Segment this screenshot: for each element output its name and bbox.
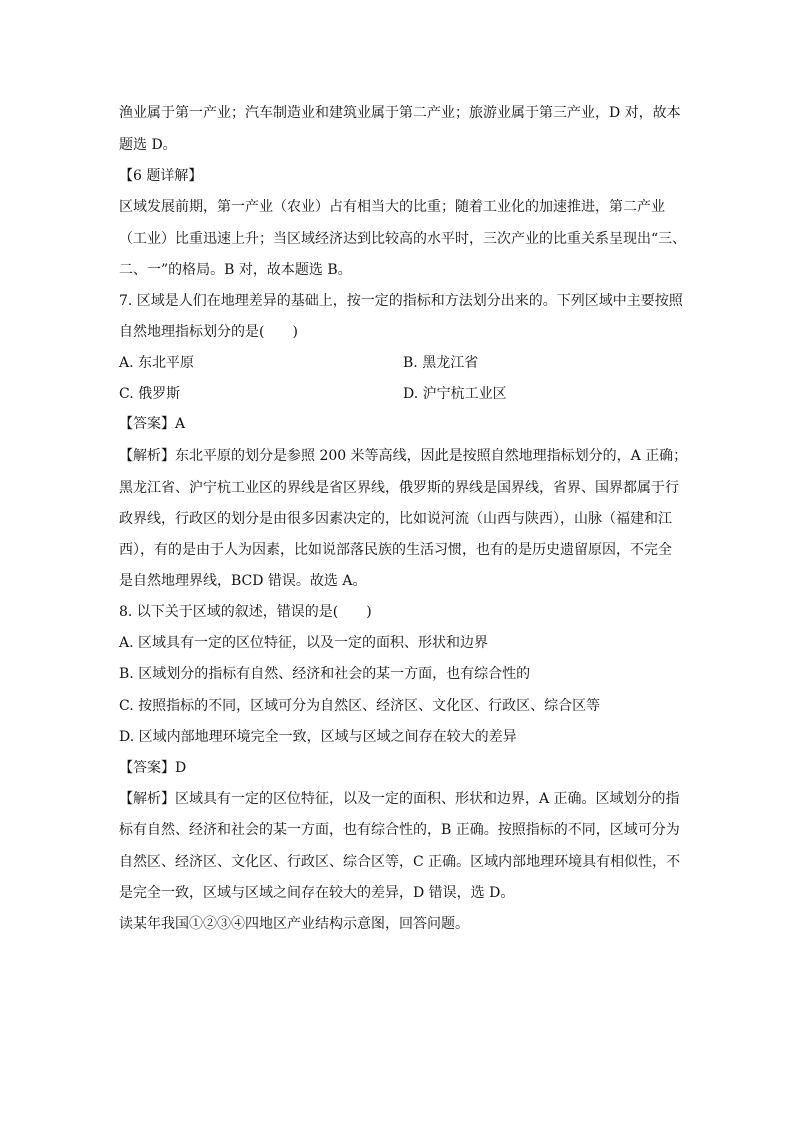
q7-analysis-line: 西），有的是由于人为因素，比如说部落民族的生活习惯，也有的是历史遗留原因，不完全 bbox=[119, 542, 672, 558]
section-heading: 【6 题详解】 bbox=[119, 168, 203, 184]
text-line: 渔业属于第一产业；汽车制造业和建筑业属于第二产业；旅游业属于第三产业，D 对，故本 bbox=[119, 105, 681, 121]
q7-analysis-line: 是自然地理界线，BCD 错误。故选 A。 bbox=[119, 573, 367, 589]
q7-analysis-line: 黑龙江省、沪宁杭工业区的界线是省区界线，俄罗斯的界线是国界线，省界、国界都属于行 bbox=[119, 480, 679, 496]
question-7-stem: 7. 区域是人们在地理差异的基础上，按一定的指标和方法划分出来的。下列区域中主要按照 bbox=[119, 293, 683, 309]
text-line: 题选 D。 bbox=[119, 137, 177, 153]
text-line: （工业）比重迅速上升；当区域经济达到比较高的水平时，三次产业的比重关系呈现出“三、 bbox=[119, 231, 687, 247]
q8-option-c: C. 按照指标的不同，区域可分为自然区、经济区、文化区、行政区、综合区等 bbox=[119, 698, 601, 714]
q8-analysis-line: 自然区、经济区、文化区、行政区、综合区等，C 正确。区域内部地理环境具有相似性，不 bbox=[119, 854, 681, 870]
text-line: 二、一”的格局。B 对，故本题选 B。 bbox=[119, 262, 352, 278]
q7-option-d: D. 沪宁杭工业区 bbox=[403, 386, 507, 402]
q8-answer: 【答案】D bbox=[119, 760, 187, 776]
q8-option-d: D. 区域内部地理环境完全一致，区域与区域之间存在较大的差异 bbox=[119, 729, 517, 745]
q8-option-a: A. 区域具有一定的区位特征，以及一定的面积、形状和边界 bbox=[119, 635, 489, 651]
q7-analysis-line: 【解析】东北平原的划分是参照 200 米等高线，因此是按照自然地理指标划分的，A 正确； bbox=[119, 448, 688, 464]
q8-option-b: B. 区域划分的指标有自然、经济和社会的某一方面，也有综合性的 bbox=[119, 666, 531, 682]
question-7-stem: 自然地理指标划分的是( ) bbox=[119, 324, 298, 340]
q8-analysis-line: 标有自然、经济和社会的某一方面，也有综合性的，B 正确。按照指标的不同，区域可分为 bbox=[119, 822, 680, 838]
q7-option-a: A. 东北平原 bbox=[119, 355, 195, 371]
question-8-stem: 8. 以下关于区域的叙述，错误的是( ) bbox=[119, 604, 372, 620]
q7-option-c: C. 俄罗斯 bbox=[119, 386, 181, 402]
q8-analysis-line: 【解析】区域具有一定的区位特征，以及一定的面积、形状和边界，A 正确。区域划分的指 bbox=[119, 791, 680, 807]
q7-answer: 【答案】A bbox=[119, 416, 186, 432]
closing-instruction: 读某年我国①②③④四地区产业结构示意图，回答问题。 bbox=[119, 916, 469, 932]
text-line: 区域发展前期，第一产业（农业）占有相当大的比重；随着工业化的加速推进，第二产业 bbox=[119, 199, 665, 215]
q8-analysis-line: 是完全一致，区域与区域之间存在较大的差异，D 错误，选 D。 bbox=[119, 885, 515, 901]
q7-option-b: B. 黑龙江省 bbox=[403, 355, 479, 371]
q7-analysis-line: 政界线，行政区的划分是由很多因素决定的，比如说河流（山西与陕西），山脉（福建和江 bbox=[119, 511, 672, 527]
